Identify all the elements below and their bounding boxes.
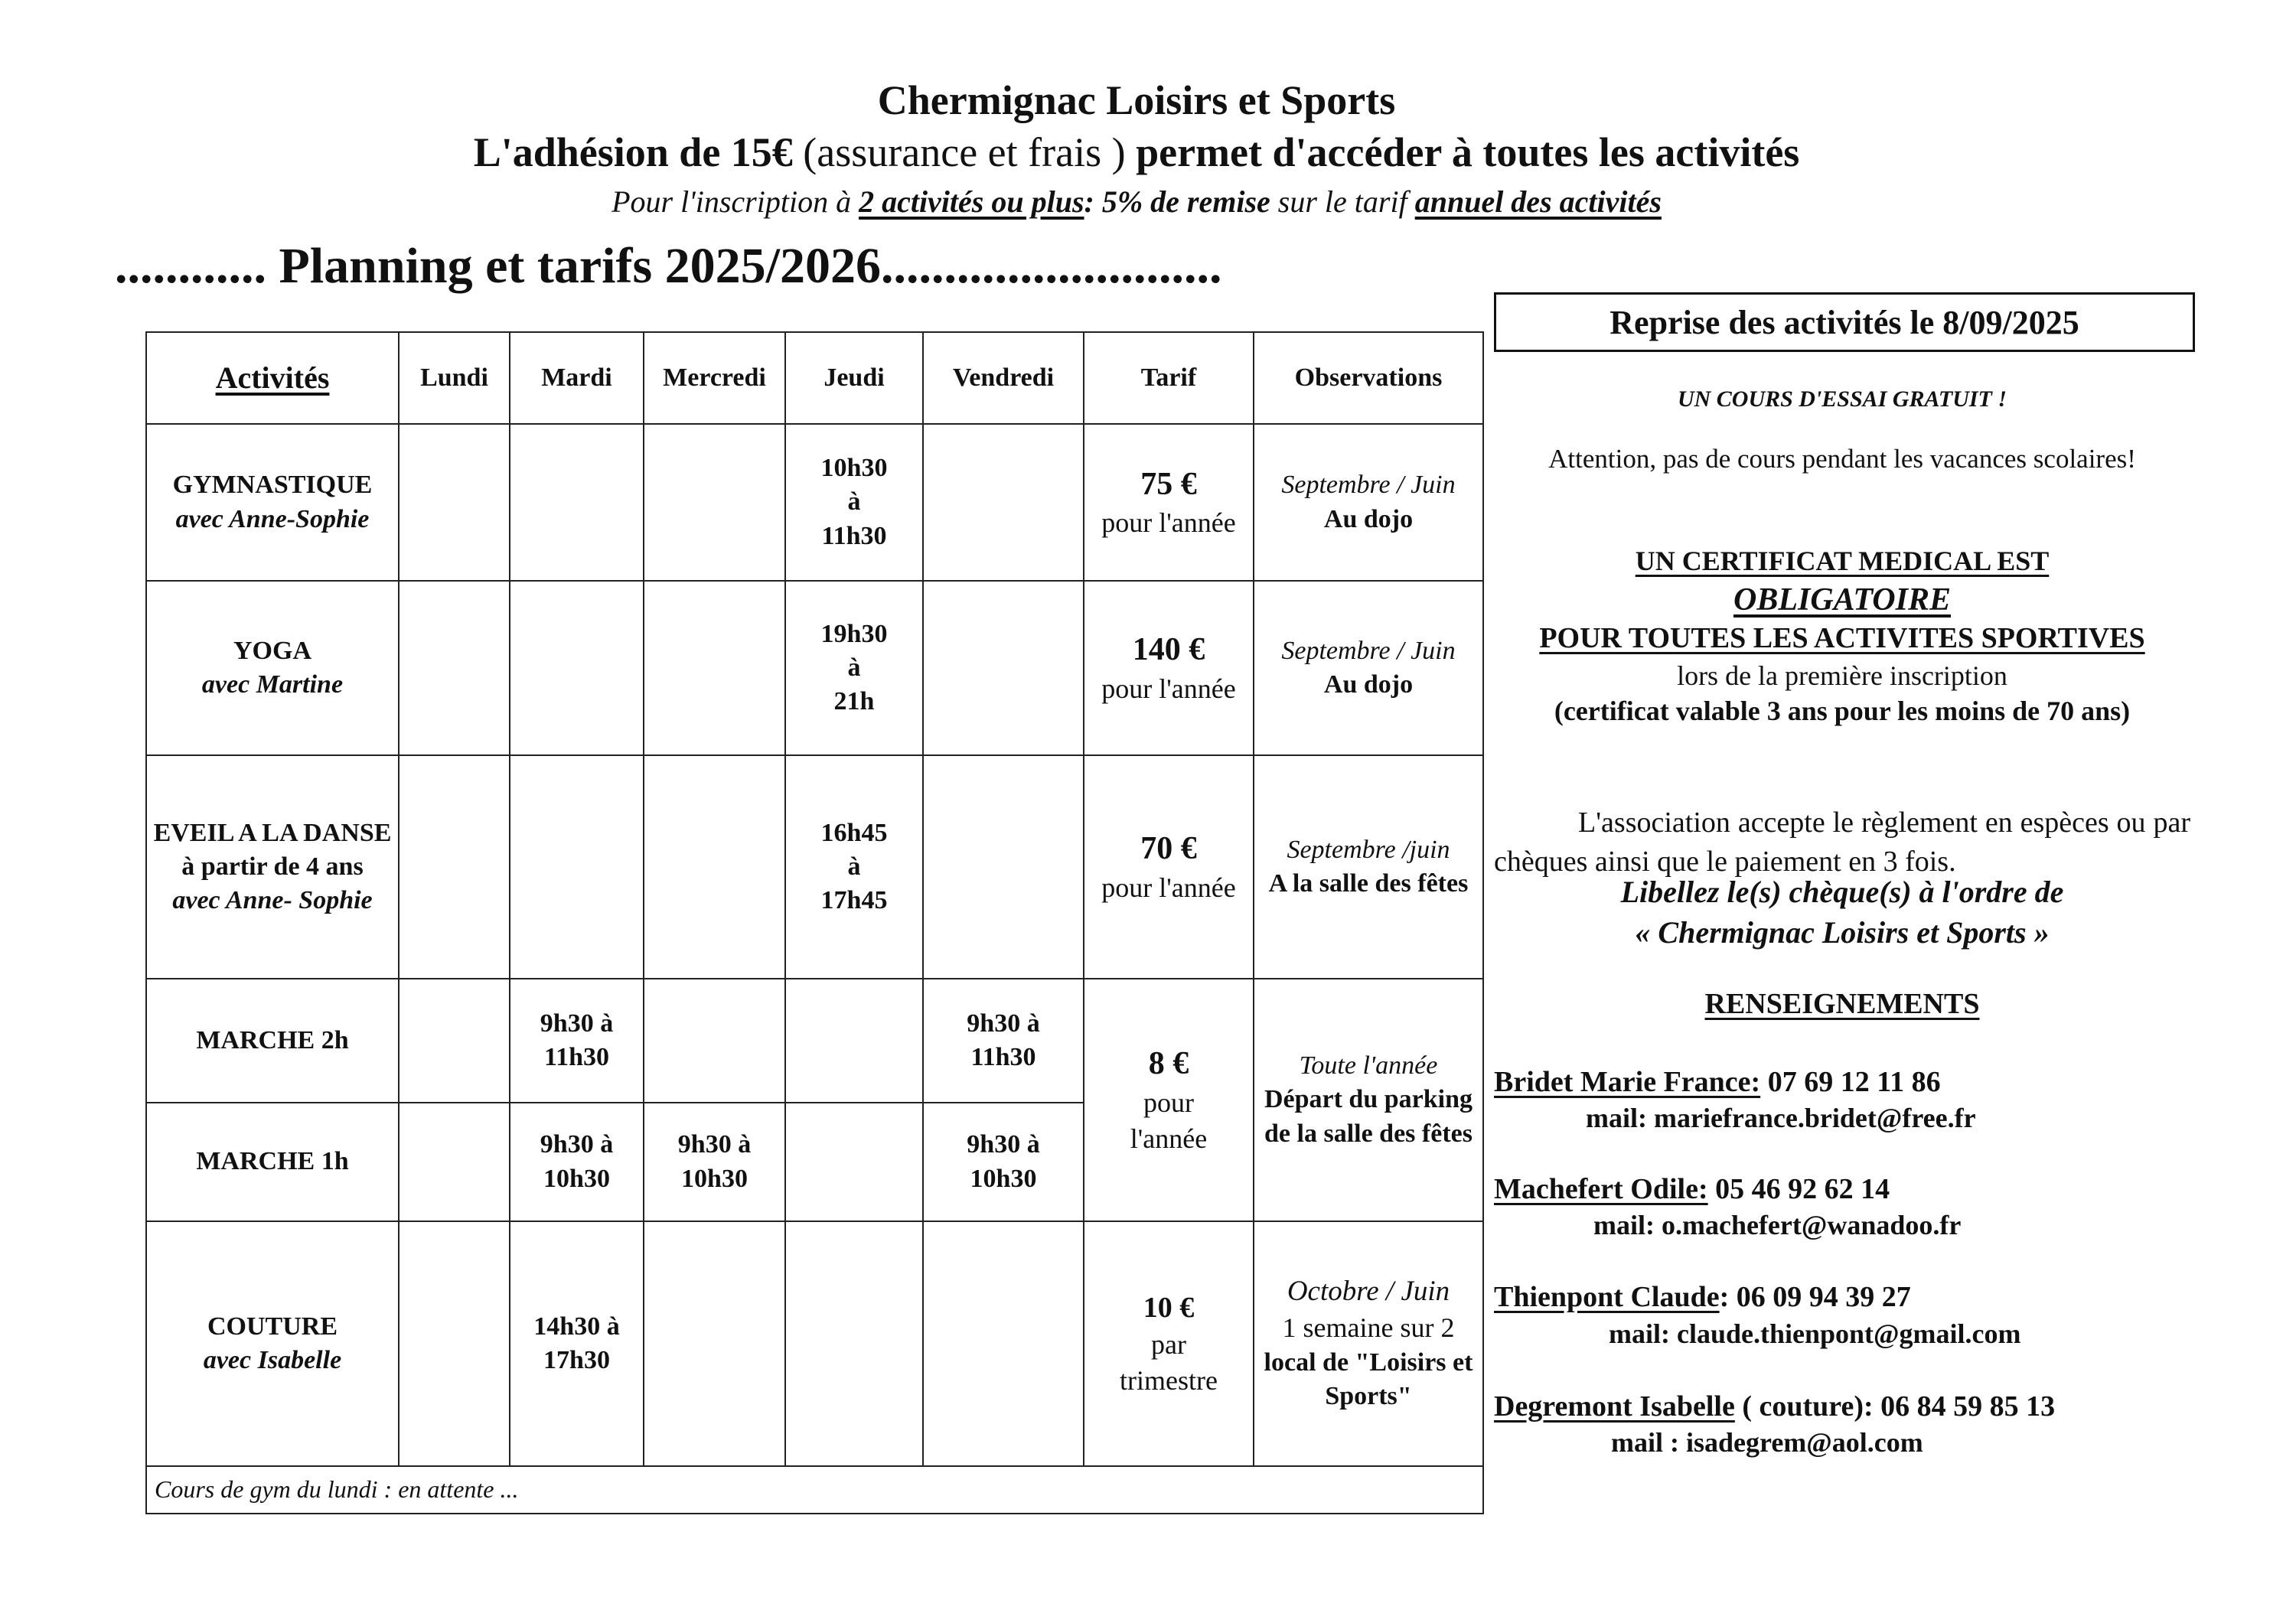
jeudi-cell [785,424,923,581]
observations-cell [1254,1221,1483,1466]
price: 140 € [1132,632,1205,668]
header-mardi: Mardi [510,332,644,424]
mardi-cell [510,1103,644,1221]
time-end: 17h30 [543,1346,610,1374]
contact-name: Bridet Marie France: [1494,1066,1761,1098]
obs-period: Toute l'année [1299,1051,1438,1080]
time-start: 19h30 [820,619,888,648]
header-jeudi: Jeudi [785,332,923,424]
price: 8 € [1148,1046,1189,1082]
certificate-line-1: UN CERTIFICAT MEDICAL EST [1635,546,2050,576]
obs-location: A la salle des fêtes [1268,869,1469,898]
observations-cell [1254,581,1483,755]
free-trial-notice: UN COURS D'ESSAI GRATUIT ! [1677,386,2007,412]
table-header-row [146,332,1483,424]
schedule-table [145,331,1484,1514]
price: 10 € [1143,1291,1195,1324]
contact-4-mail: mail : isadegrem@aol.com [1611,1427,1923,1458]
time-sep: à [847,852,861,881]
contact-1-mail: mail: mariefrance.bridet@free.fr [1586,1103,1976,1133]
table-row [146,1221,1483,1466]
price-period: pour l'année [1101,872,1236,903]
header-observations: Observations [1254,332,1483,424]
contact-phone: ( couture): 06 84 59 85 13 [1734,1390,2056,1423]
contact-3-mail: mail: claude.thienpont@gmail.com [1609,1318,2021,1349]
activity-name: COUTURE [207,1312,338,1341]
activity-name: YOGA [233,636,311,665]
table-row [146,755,1483,979]
reprise-box: Reprise des activités le 8/09/2025 [1494,292,2195,352]
activity-cell [146,581,399,755]
mardi-cell [510,1221,644,1466]
discount-part2: 2 activités ou plus [859,184,1084,219]
contact-name: Machefert Odile: [1494,1173,1708,1205]
time-end: 21h [833,687,875,716]
discount-part3: : 5% de remise [1084,184,1270,219]
contact-1 [1494,1065,2190,1099]
mercredi-cell [644,581,785,755]
obs-period: Septembre / Juin [1281,636,1456,665]
time-sep: à [847,653,861,682]
mercredi-cell [644,1103,785,1221]
obs-frequency: 1 semaine sur 2 [1282,1312,1455,1344]
vendredi-cell [923,1103,1084,1221]
time-end: 11h30 [543,1043,610,1071]
time-end: 17h45 [820,886,888,915]
table-row [146,979,1483,1103]
tarif-cell [1084,979,1254,1221]
tarif-cell [1084,581,1254,755]
tarif-cell [1084,1221,1254,1466]
renseignements-heading: RENSEIGNEMENTS [1704,988,1980,1020]
activity-cell [146,979,399,1103]
membership-fee-detail: (assurance et frais ) [803,129,1126,175]
contact-2-mail: mail: o.machefert@wanadoo.fr [1593,1210,1962,1240]
contact-name: Degremont Isabelle [1494,1390,1735,1423]
obs-period: Septembre /juin [1287,835,1450,864]
footer-note: Cours de gym du lundi : en attente ... [146,1466,1483,1514]
mardi-cell [510,424,644,581]
table-footer-row [146,1466,1483,1514]
activity-cell [146,1221,399,1466]
observations-cell [1254,755,1483,979]
activity-cell [146,755,399,979]
obs-location: Au dojo [1323,670,1414,699]
vendredi-cell [923,581,1084,755]
obs-period: Septembre / Juin [1281,471,1456,500]
time-end: 10h30 [681,1164,748,1193]
membership-access: permet d'accéder à toutes les activités [1136,129,1800,175]
time-end: 11h30 [970,1043,1036,1071]
holiday-notice: Attention, pas de cours pendant les vacances scolaires! [1548,444,2136,474]
lundi-cell [399,581,510,755]
contact-phone: 07 69 12 11 86 [1760,1066,1941,1098]
lundi-cell [399,1221,510,1466]
mercredi-cell [644,755,785,979]
activity-instructor: avec Anne- Sophie [172,886,373,915]
price-period-2: trimestre [1120,1364,1218,1396]
mercredi-cell [644,1221,785,1466]
header-lundi: Lundi [399,332,510,424]
mardi-cell [510,979,644,1103]
organization-title: Chermignac Loisirs et Sports [877,77,1396,123]
jeudi-cell [785,1221,923,1466]
price-period: par [1151,1328,1186,1360]
activity-instructor: avec Martine [201,670,344,699]
cheque-payee: « Chermignac Loisirs et Sports » [1635,915,2050,950]
jeudi-cell [785,979,923,1103]
activity-cell [146,424,399,581]
membership-fee: L'adhésion de 15€ [473,129,793,175]
discount-part1: Pour l'inscription à [612,184,852,219]
observations-cell [1254,424,1483,581]
time-start: 10h30 [820,454,888,483]
discount-part4: sur le tarif [1277,184,1407,219]
tarif-cell [1084,424,1254,581]
obs-location: Départ du parking de la salle des fêtes [1264,1085,1473,1148]
time-start: 16h45 [820,818,888,847]
price: 70 € [1140,831,1197,867]
obs-location: Au dojo [1323,504,1414,533]
price-period: pour l'année [1101,673,1236,704]
price-period: pour l'année [1101,507,1236,539]
cheque-instruction: Libellez le(s) chèque(s) à l'ordre de [1620,875,2064,909]
activity-name: MARCHE 2h [196,1025,349,1054]
certificate-line-5: (certificat valable 3 ans pour les moins de 70 ans) [1554,696,2131,726]
activity-instructor: avec Isabelle [203,1346,342,1374]
mercredi-cell [644,979,785,1103]
certificate-line-4: lors de la première inscription [1677,660,2007,691]
obs-period: Octobre / Juin [1287,1276,1450,1308]
activity-age: à partir de 4 ans [181,852,364,881]
activity-instructor: avec Anne-Sophie [175,504,370,533]
obs-location: local de "Loisirs et Sports" [1264,1348,1473,1411]
price: 75 € [1140,466,1197,502]
lundi-cell [399,979,510,1103]
time-start: 14h30 à [533,1312,620,1341]
jeudi-cell [785,581,923,755]
vendredi-cell [923,424,1084,581]
mardi-cell [510,755,644,979]
membership-line [0,129,2273,176]
header-mercredi: Mercredi [644,332,785,424]
observations-cell [1254,979,1483,1221]
time-sep: à [847,487,861,517]
activity-name: GYMNASTIQUE [172,471,373,500]
time-start: 9h30 à [540,1009,614,1038]
planning-title: ............ Planning et tarifs 2025/2026........................... [115,238,1222,294]
time-end: 10h30 [543,1164,610,1193]
contact-3 [1494,1280,2190,1314]
header-vendredi: Vendredi [923,332,1084,424]
lundi-cell [399,424,510,581]
lundi-cell [399,1103,510,1221]
jeudi-cell [785,755,923,979]
activity-name: EVEIL A LA DANSE [153,818,392,847]
header-activites: Activités [146,332,399,424]
contact-name: Thienpont Claude [1494,1281,1720,1313]
vendredi-cell [923,979,1084,1103]
jeudi-cell [785,1103,923,1221]
time-end: 11h30 [821,521,887,550]
certificate-line-3: POUR TOUTES LES ACTIVITES SPORTIVES [1539,622,2145,654]
payment-info: L'association accepte le règlement en espèces ou par chèques ainsi que le paiement en 3 fois. [1494,807,2190,878]
tarif-cell [1084,755,1254,979]
table-row [146,424,1483,581]
contact-phone: 05 46 92 62 14 [1707,1173,1890,1205]
lundi-cell [399,755,510,979]
time-start: 9h30 à [540,1130,614,1159]
mercredi-cell [644,424,785,581]
activity-name: MARCHE 1h [196,1147,349,1176]
time-end: 10h30 [970,1164,1037,1193]
certificate-line-2: OBLIGATOIRE [1733,582,1951,618]
mardi-cell [510,581,644,755]
contact-4 [1494,1390,2190,1423]
price-period: pour [1143,1087,1194,1118]
contact-phone: : 06 09 94 39 27 [1719,1281,1911,1313]
price-period-2: l'année [1130,1123,1208,1154]
table-row [146,581,1483,755]
time-start: 9h30 à [677,1130,752,1159]
vendredi-cell [923,755,1084,979]
vendredi-cell [923,1221,1084,1466]
discount-part5: annuel des activités [1414,184,1662,219]
time-start: 9h30 à [967,1130,1040,1159]
activity-cell [146,1103,399,1221]
time-start: 9h30 à [967,1009,1040,1038]
header-tarif: Tarif [1084,332,1254,424]
contact-2 [1494,1172,2190,1206]
discount-line [0,184,2273,220]
